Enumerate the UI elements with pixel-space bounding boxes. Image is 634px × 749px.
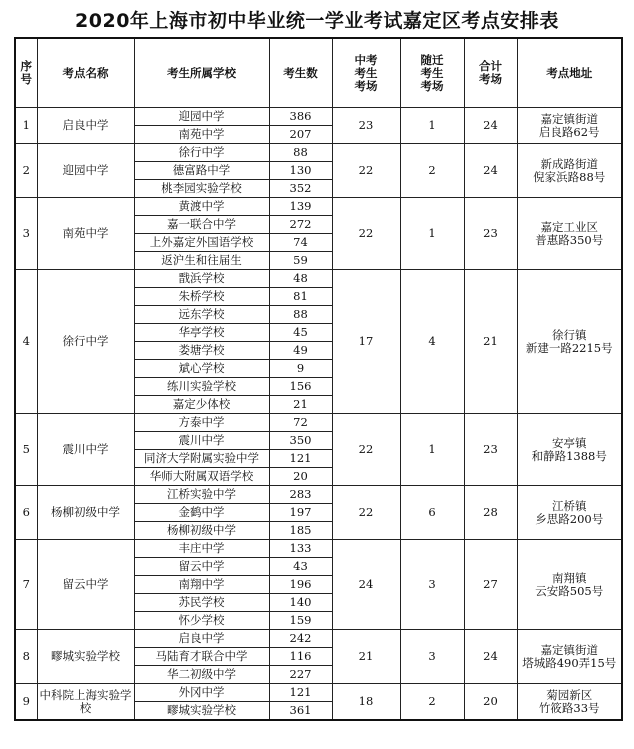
site-number: 4 <box>15 270 37 414</box>
site-name: 中科院上海实验学校 <box>37 684 134 721</box>
student-count: 43 <box>269 558 332 576</box>
site-name: 留云中学 <box>37 540 134 630</box>
site-address <box>517 108 622 144</box>
address-line: 菊园新区 <box>546 687 593 702</box>
total-room-count: 24 <box>464 630 517 684</box>
total-room-count: 24 <box>464 108 517 144</box>
exam-site-table <box>14 37 623 721</box>
school-name: 留云中学 <box>134 558 269 576</box>
school-name: 德富路中学 <box>134 162 269 180</box>
sq-room-count: 1 <box>400 108 464 144</box>
address-line: 嘉定镇街道 <box>540 642 598 657</box>
student-count: 49 <box>269 342 332 360</box>
student-count: 81 <box>269 288 332 306</box>
school-name: 苏民学校 <box>134 594 269 612</box>
sq-room-count: 3 <box>400 630 464 684</box>
address-line: 江桥镇 <box>552 498 587 513</box>
student-count: 227 <box>269 666 332 684</box>
school-name: 上外嘉定外国语学校 <box>134 234 269 252</box>
school-name: 震川中学 <box>134 432 269 450</box>
student-count: 361 <box>269 702 332 721</box>
header-total-rooms <box>464 38 517 108</box>
student-count: 121 <box>269 684 332 702</box>
school-name: 江桥实验中学 <box>134 486 269 504</box>
site-address <box>517 486 622 540</box>
table-row <box>15 540 622 558</box>
header-zk-line: 考生 <box>354 65 378 80</box>
header-school: 考生所属学校 <box>134 38 269 108</box>
header-seq-line: 号 <box>20 72 32 86</box>
sq-room-count: 2 <box>400 684 464 721</box>
school-name: 疁城实验学校 <box>134 702 269 721</box>
total-room-count: 24 <box>464 144 517 198</box>
site-name: 杨柳初级中学 <box>37 486 134 540</box>
table-row <box>15 630 622 648</box>
zk-room-count: 24 <box>332 540 400 630</box>
student-count: 386 <box>269 108 332 126</box>
site-number: 1 <box>15 108 37 144</box>
student-count: 140 <box>269 594 332 612</box>
student-count: 272 <box>269 216 332 234</box>
table-row <box>15 144 622 162</box>
address-line: 云安路505号 <box>535 583 604 598</box>
sq-room-count: 4 <box>400 270 464 414</box>
table-row <box>15 684 622 702</box>
school-name: 娄塘学校 <box>134 342 269 360</box>
school-name: 嘉一联合中学 <box>134 216 269 234</box>
site-number: 7 <box>15 540 37 630</box>
school-name: 嘉定少体校 <box>134 396 269 414</box>
school-name: 金鹤中学 <box>134 504 269 522</box>
school-name: 外冈中学 <box>134 684 269 702</box>
site-number: 8 <box>15 630 37 684</box>
address-line: 嘉定镇街道 <box>540 111 598 126</box>
school-name: 黄渡中学 <box>134 198 269 216</box>
site-address <box>517 144 622 198</box>
address-line: 和静路1388号 <box>531 448 607 463</box>
zk-room-count: 18 <box>332 684 400 721</box>
table-row <box>15 108 622 126</box>
zk-room-count: 17 <box>332 270 400 414</box>
table-row <box>15 486 622 504</box>
site-number: 2 <box>15 144 37 198</box>
school-name: 远东学校 <box>134 306 269 324</box>
student-count: 20 <box>269 468 332 486</box>
student-count: 133 <box>269 540 332 558</box>
header-zk-line: 中考 <box>354 52 378 67</box>
student-count: 207 <box>269 126 332 144</box>
header-zk-line: 考场 <box>354 78 378 93</box>
school-name: 练川实验学校 <box>134 378 269 396</box>
header-zk-rooms <box>332 38 400 108</box>
student-count: 74 <box>269 234 332 252</box>
sq-room-count: 1 <box>400 414 464 486</box>
table-row <box>15 198 622 216</box>
school-name: 戬浜学校 <box>134 270 269 288</box>
header-hj-line: 考场 <box>479 72 502 86</box>
header-sq-line: 考生 <box>420 65 444 80</box>
address-line: 塔城路490弄15号 <box>522 655 617 670</box>
site-address <box>517 414 622 486</box>
address-line: 新建一路2215号 <box>525 340 613 355</box>
address-line: 普惠路350号 <box>535 232 604 247</box>
site-number: 3 <box>15 198 37 270</box>
site-address <box>517 684 622 721</box>
header-row <box>15 38 622 108</box>
total-room-count: 20 <box>464 684 517 721</box>
student-count: 21 <box>269 396 332 414</box>
address-line: 南翔镇 <box>552 570 587 585</box>
student-count: 242 <box>269 630 332 648</box>
site-address <box>517 198 622 270</box>
school-name: 丰庄中学 <box>134 540 269 558</box>
school-name: 南翔中学 <box>134 576 269 594</box>
zk-room-count: 21 <box>332 630 400 684</box>
school-name: 迎园中学 <box>134 108 269 126</box>
student-count: 116 <box>269 648 332 666</box>
student-count: 156 <box>269 378 332 396</box>
page-title: 2020年上海市初中毕业统一学业考试嘉定区考点安排表 <box>75 10 559 32</box>
student-count: 185 <box>269 522 332 540</box>
student-count: 45 <box>269 324 332 342</box>
zk-room-count: 23 <box>332 108 400 144</box>
student-count: 139 <box>269 198 332 216</box>
site-address <box>517 630 622 684</box>
student-count: 88 <box>269 144 332 162</box>
header-count: 考生数 <box>269 38 332 108</box>
school-name: 桃李园实验学校 <box>134 180 269 198</box>
address-line: 竹筱路33号 <box>538 700 600 715</box>
sq-room-count: 6 <box>400 486 464 540</box>
student-count: 48 <box>269 270 332 288</box>
site-name: 迎园中学 <box>37 144 134 198</box>
school-name: 华二初级中学 <box>134 666 269 684</box>
site-name: 震川中学 <box>37 414 134 486</box>
header-sq-rooms <box>400 38 464 108</box>
total-room-count: 21 <box>464 270 517 414</box>
zk-room-count: 22 <box>332 486 400 540</box>
school-name: 华亭学校 <box>134 324 269 342</box>
student-count: 130 <box>269 162 332 180</box>
school-name: 斌心学校 <box>134 360 269 378</box>
school-name: 同济大学附属实验中学 <box>134 450 269 468</box>
site-name: 南苑中学 <box>37 198 134 270</box>
address-line: 嘉定工业区 <box>540 219 598 234</box>
address-line: 徐行镇 <box>552 327 587 342</box>
zk-room-count: 22 <box>332 414 400 486</box>
header-hj-line: 合计 <box>479 59 502 73</box>
site-number: 5 <box>15 414 37 486</box>
header-seq <box>15 38 37 108</box>
school-name: 南苑中学 <box>134 126 269 144</box>
total-room-count: 28 <box>464 486 517 540</box>
address-line: 倪家浜路88号 <box>533 169 606 184</box>
school-name: 方泰中学 <box>134 414 269 432</box>
address-line: 安亭镇 <box>552 435 587 450</box>
table-row <box>15 270 622 288</box>
table-body <box>15 108 622 721</box>
student-count: 159 <box>269 612 332 630</box>
school-name: 朱桥学校 <box>134 288 269 306</box>
site-number: 6 <box>15 486 37 540</box>
sq-room-count: 3 <box>400 540 464 630</box>
site-number: 9 <box>15 684 37 721</box>
school-name: 华师大附属双语学校 <box>134 468 269 486</box>
sq-room-count: 1 <box>400 198 464 270</box>
site-name: 启良中学 <box>37 108 134 144</box>
school-name: 返沪生和往届生 <box>134 252 269 270</box>
zk-room-count: 22 <box>332 144 400 198</box>
total-room-count: 23 <box>464 198 517 270</box>
address-line: 新成路街道 <box>540 156 598 171</box>
address-line: 乡思路200号 <box>535 511 604 526</box>
site-address <box>517 270 622 414</box>
school-name: 怀少学校 <box>134 612 269 630</box>
total-room-count: 27 <box>464 540 517 630</box>
student-count: 121 <box>269 450 332 468</box>
total-room-count: 23 <box>464 414 517 486</box>
student-count: 197 <box>269 504 332 522</box>
site-name: 疁城实验学校 <box>37 630 134 684</box>
student-count: 283 <box>269 486 332 504</box>
school-name: 徐行中学 <box>134 144 269 162</box>
header-seq-line: 序 <box>20 59 32 73</box>
student-count: 352 <box>269 180 332 198</box>
student-count: 350 <box>269 432 332 450</box>
site-address <box>517 540 622 630</box>
student-count: 59 <box>269 252 332 270</box>
address-line: 启良路62号 <box>538 124 600 139</box>
student-count: 196 <box>269 576 332 594</box>
table-row <box>15 414 622 432</box>
sq-room-count: 2 <box>400 144 464 198</box>
student-count: 9 <box>269 360 332 378</box>
school-name: 启良中学 <box>134 630 269 648</box>
site-name: 徐行中学 <box>37 270 134 414</box>
header-site-name: 考点名称 <box>37 38 134 108</box>
header-sq-line: 考场 <box>420 78 444 93</box>
header-sq-line: 随迁 <box>420 52 444 67</box>
header-address: 考点地址 <box>517 38 622 108</box>
zk-room-count: 22 <box>332 198 400 270</box>
student-count: 88 <box>269 306 332 324</box>
school-name: 杨柳初级中学 <box>134 522 269 540</box>
school-name: 马陆育才联合中学 <box>134 648 269 666</box>
student-count: 72 <box>269 414 332 432</box>
